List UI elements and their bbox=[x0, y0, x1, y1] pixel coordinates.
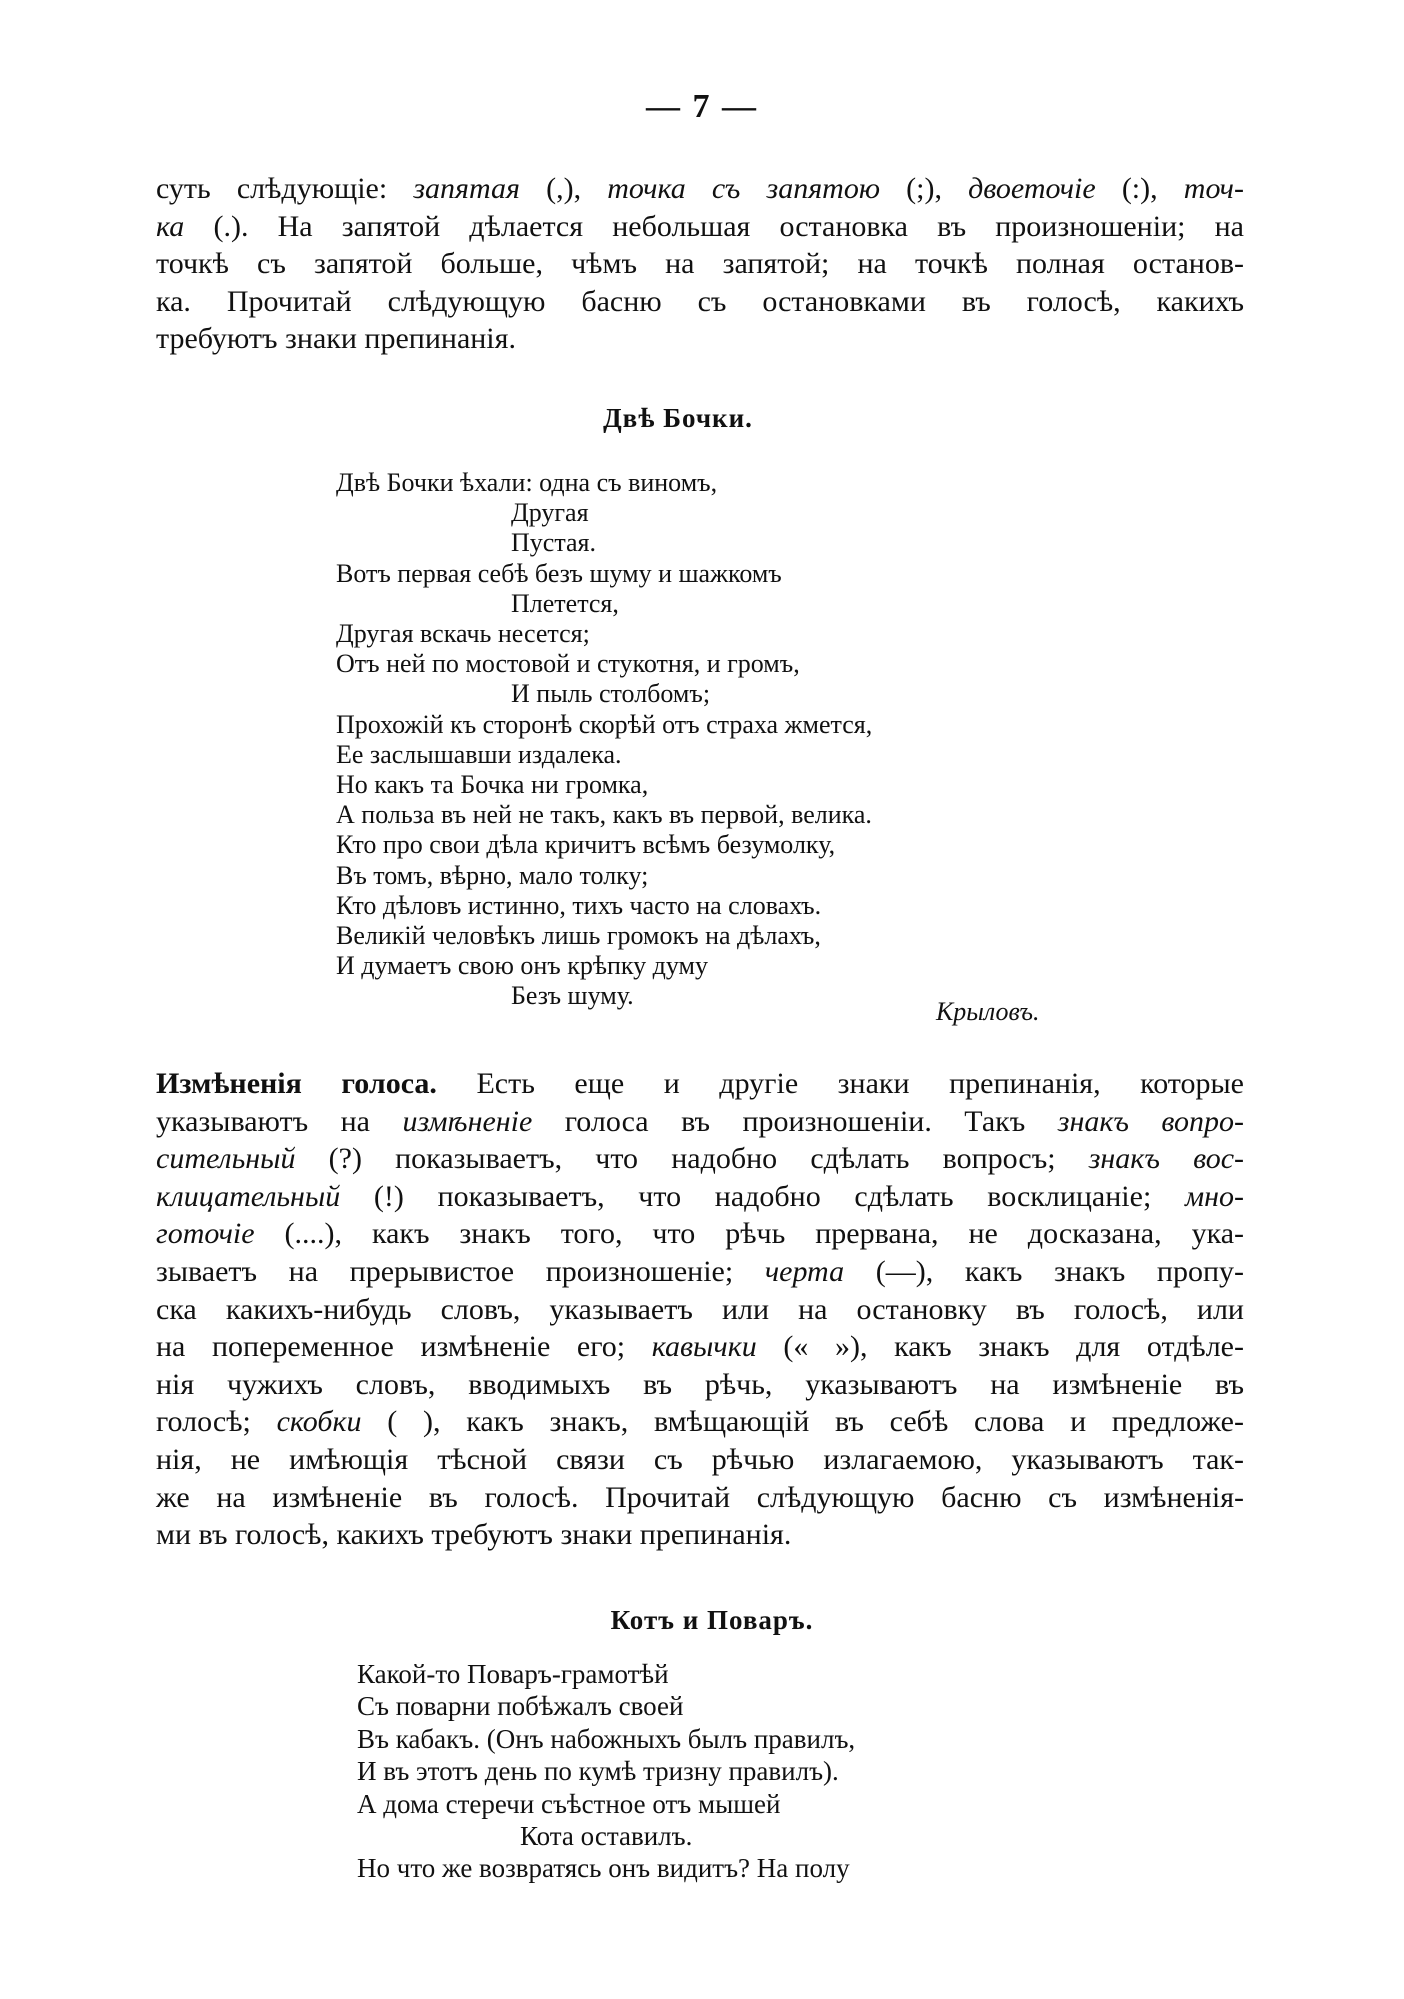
text-run: (?) показываетъ, что надобно сдѣлать вопросъ; bbox=[295, 1142, 1089, 1176]
italic-run: знакъ вопро- bbox=[1057, 1104, 1244, 1138]
page-number: — 7 — bbox=[646, 88, 758, 125]
poem-line: Отъ ней по мостовой и стукотня, и громъ, bbox=[336, 649, 800, 679]
bold-run: Измѣненія голоса. bbox=[156, 1067, 437, 1100]
poem-line: Кто дѣловъ истинно, тихъ часто на словахъ. bbox=[336, 890, 822, 920]
paragraph-line bbox=[156, 1366, 1244, 1404]
paragraph-line bbox=[156, 283, 1244, 321]
text-run: (,), bbox=[519, 172, 608, 205]
poem-line: Ее заслышавши издалека. bbox=[336, 739, 622, 769]
text-run: требуютъ знаки препинанія. bbox=[156, 322, 516, 356]
italic-run: сительный bbox=[156, 1142, 296, 1176]
poem-line: И пыль столбомъ; bbox=[511, 679, 711, 709]
text-run: ска какихъ-нибудь словъ, указываетъ или на остановку въ голосѣ, или bbox=[156, 1292, 1244, 1326]
poem-line: Кто про свои дѣла кричитъ всѣмъ безумолку, bbox=[336, 830, 836, 860]
poem-line: Плетется, bbox=[511, 588, 619, 618]
paragraph-line bbox=[156, 1479, 1244, 1517]
poem-line: Безъ шуму. bbox=[511, 981, 634, 1011]
poem-line: Прохожій къ сторонѣ скорѣй отъ страха жмется, bbox=[336, 709, 873, 739]
italic-run: знакъ вос- bbox=[1088, 1142, 1244, 1176]
poem-line: Какой-то Поваръ-грамотѣй bbox=[357, 1659, 669, 1689]
poem-line: Въ кабакъ. (Онъ набожныхъ былъ правилъ, bbox=[357, 1723, 856, 1754]
poem-line: Но какъ та Бочка ни громка, bbox=[336, 770, 649, 800]
text-run: (« »), какъ знакъ для отдѣле- bbox=[756, 1330, 1244, 1364]
poem-line: Кота оставилъ. bbox=[520, 1821, 693, 1852]
italic-run: клицательный bbox=[156, 1179, 341, 1213]
fable-poem-two-barrels bbox=[336, 468, 872, 1012]
poem-line: Другая вскачь несется; bbox=[336, 619, 590, 649]
paragraph-line bbox=[156, 245, 1244, 283]
text-run: нія чужихъ словъ, вводимыхъ въ рѣчь, указываютъ на измѣненіе въ bbox=[156, 1367, 1244, 1401]
poem-line: Великій человѣкъ лишь громокъ на дѣлахъ, bbox=[336, 921, 821, 951]
italic-run: ка bbox=[156, 209, 185, 243]
text-run: (;), bbox=[879, 172, 969, 205]
text-run: (....), какъ знакъ того, что рѣчь прервана, не досказана, ука- bbox=[254, 1217, 1244, 1251]
text-run: суть слѣдующіе: bbox=[156, 172, 414, 205]
italic-run: измѣненіе bbox=[402, 1104, 533, 1138]
text-run: зываетъ на прерывистое произношеніе; bbox=[156, 1254, 765, 1288]
italic-run: мно- bbox=[1184, 1179, 1244, 1213]
poem-line: А польза въ ней не такъ, какъ въ первой, велика. bbox=[336, 800, 872, 830]
text-run: Есть еще и другіе знаки препинанія, которые bbox=[436, 1067, 1244, 1100]
italic-run: скобки bbox=[276, 1405, 362, 1439]
fable-author: Крыловъ. bbox=[936, 997, 1040, 1026]
text-run: ми въ голосѣ, какихъ требуютъ знаки препинанія. bbox=[156, 1518, 792, 1552]
poem-line: Пустая. bbox=[511, 528, 596, 558]
poem-line: А дома стеречи съѣстное отъ мышей bbox=[357, 1788, 781, 1819]
poem-line: Съ поварни побѣжалъ своей bbox=[357, 1691, 684, 1722]
paragraph-line bbox=[156, 1328, 1244, 1366]
poem-line: Двѣ Бочки ѣхали: одна съ виномъ, bbox=[336, 468, 718, 497]
text-run: голосѣ; bbox=[156, 1405, 277, 1439]
poem-line: И въ этотъ день по кумѣ тризну правилъ). bbox=[357, 1756, 839, 1787]
text-run: на попеременное измѣненіе его; bbox=[156, 1330, 652, 1364]
paragraph-line bbox=[156, 1403, 1244, 1441]
fable-poem-cat-and-cook bbox=[357, 1658, 855, 1885]
text-run: же на измѣненіе въ голосѣ. Прочитай слѣдующую басню съ измѣненія- bbox=[156, 1480, 1244, 1514]
text-run: голоса въ произношеніи. Такъ bbox=[532, 1104, 1058, 1138]
italic-run: готочіе bbox=[156, 1217, 255, 1251]
text-run: ка. Прочитай слѣдующую басню съ остановками въ голосѣ, какихъ bbox=[156, 284, 1244, 318]
italic-run: черта bbox=[764, 1254, 845, 1288]
poem-line: Другая bbox=[511, 498, 589, 528]
italic-run: кавычки bbox=[651, 1330, 757, 1364]
text-run: (.). На запятой дѣлается небольшая остановка въ произношеніи; на bbox=[184, 209, 1244, 243]
intro-paragraph bbox=[156, 170, 1244, 358]
paragraph-line bbox=[156, 1140, 1244, 1178]
text-run: (—), какъ знакъ пропу- bbox=[844, 1254, 1244, 1288]
poem-line: Въ томъ, вѣрно, мало толку; bbox=[336, 860, 649, 890]
poem-line: И думаетъ свою онъ крѣпку думу bbox=[336, 951, 709, 981]
text-run: (!) показываетъ, что надобно сдѣлать восклицаніе; bbox=[340, 1179, 1185, 1213]
paragraph-line bbox=[156, 1103, 1244, 1141]
paragraph-line bbox=[156, 1253, 1244, 1291]
paragraph-line bbox=[156, 320, 1244, 358]
text-run: точкѣ съ запятой больше, чѣмъ на запятой; на точкѣ полная останов- bbox=[156, 247, 1244, 281]
fable-title-cat-and-cook: Котъ и Поваръ. bbox=[610, 1605, 814, 1635]
paragraph-line bbox=[156, 208, 1244, 246]
fable-title-two-barrels: Двѣ Бочки. bbox=[603, 403, 753, 433]
italic-run: точ- bbox=[1183, 172, 1244, 205]
italic-run: двоеточіе bbox=[968, 172, 1096, 205]
text-run: нія, не имѣющія тѣсной связи съ рѣчью излагаемою, указываютъ так- bbox=[156, 1442, 1244, 1476]
italic-run: запятая bbox=[413, 172, 520, 205]
text-run: указываютъ на bbox=[156, 1104, 403, 1138]
poem-line: Но что же возвратясь онъ видитъ? На полу bbox=[357, 1853, 850, 1884]
text-run: ( ), какъ знакъ, вмѣщающій въ себѣ слова и предложе- bbox=[361, 1405, 1244, 1439]
paragraph-line bbox=[156, 1178, 1244, 1216]
paragraph-line bbox=[156, 1291, 1244, 1329]
paragraph-line bbox=[156, 170, 1244, 208]
poem-line: Вотъ первая себѣ безъ шуму и шажкомъ bbox=[336, 558, 782, 588]
paragraph-line bbox=[156, 1215, 1244, 1253]
italic-run: точка съ запятою bbox=[607, 172, 880, 205]
voice-changes-paragraph bbox=[156, 1065, 1244, 1554]
text-run: (:), bbox=[1095, 172, 1184, 205]
paragraph-line bbox=[156, 1516, 1244, 1554]
paragraph-line bbox=[156, 1441, 1244, 1479]
paragraph-line bbox=[156, 1065, 1244, 1103]
